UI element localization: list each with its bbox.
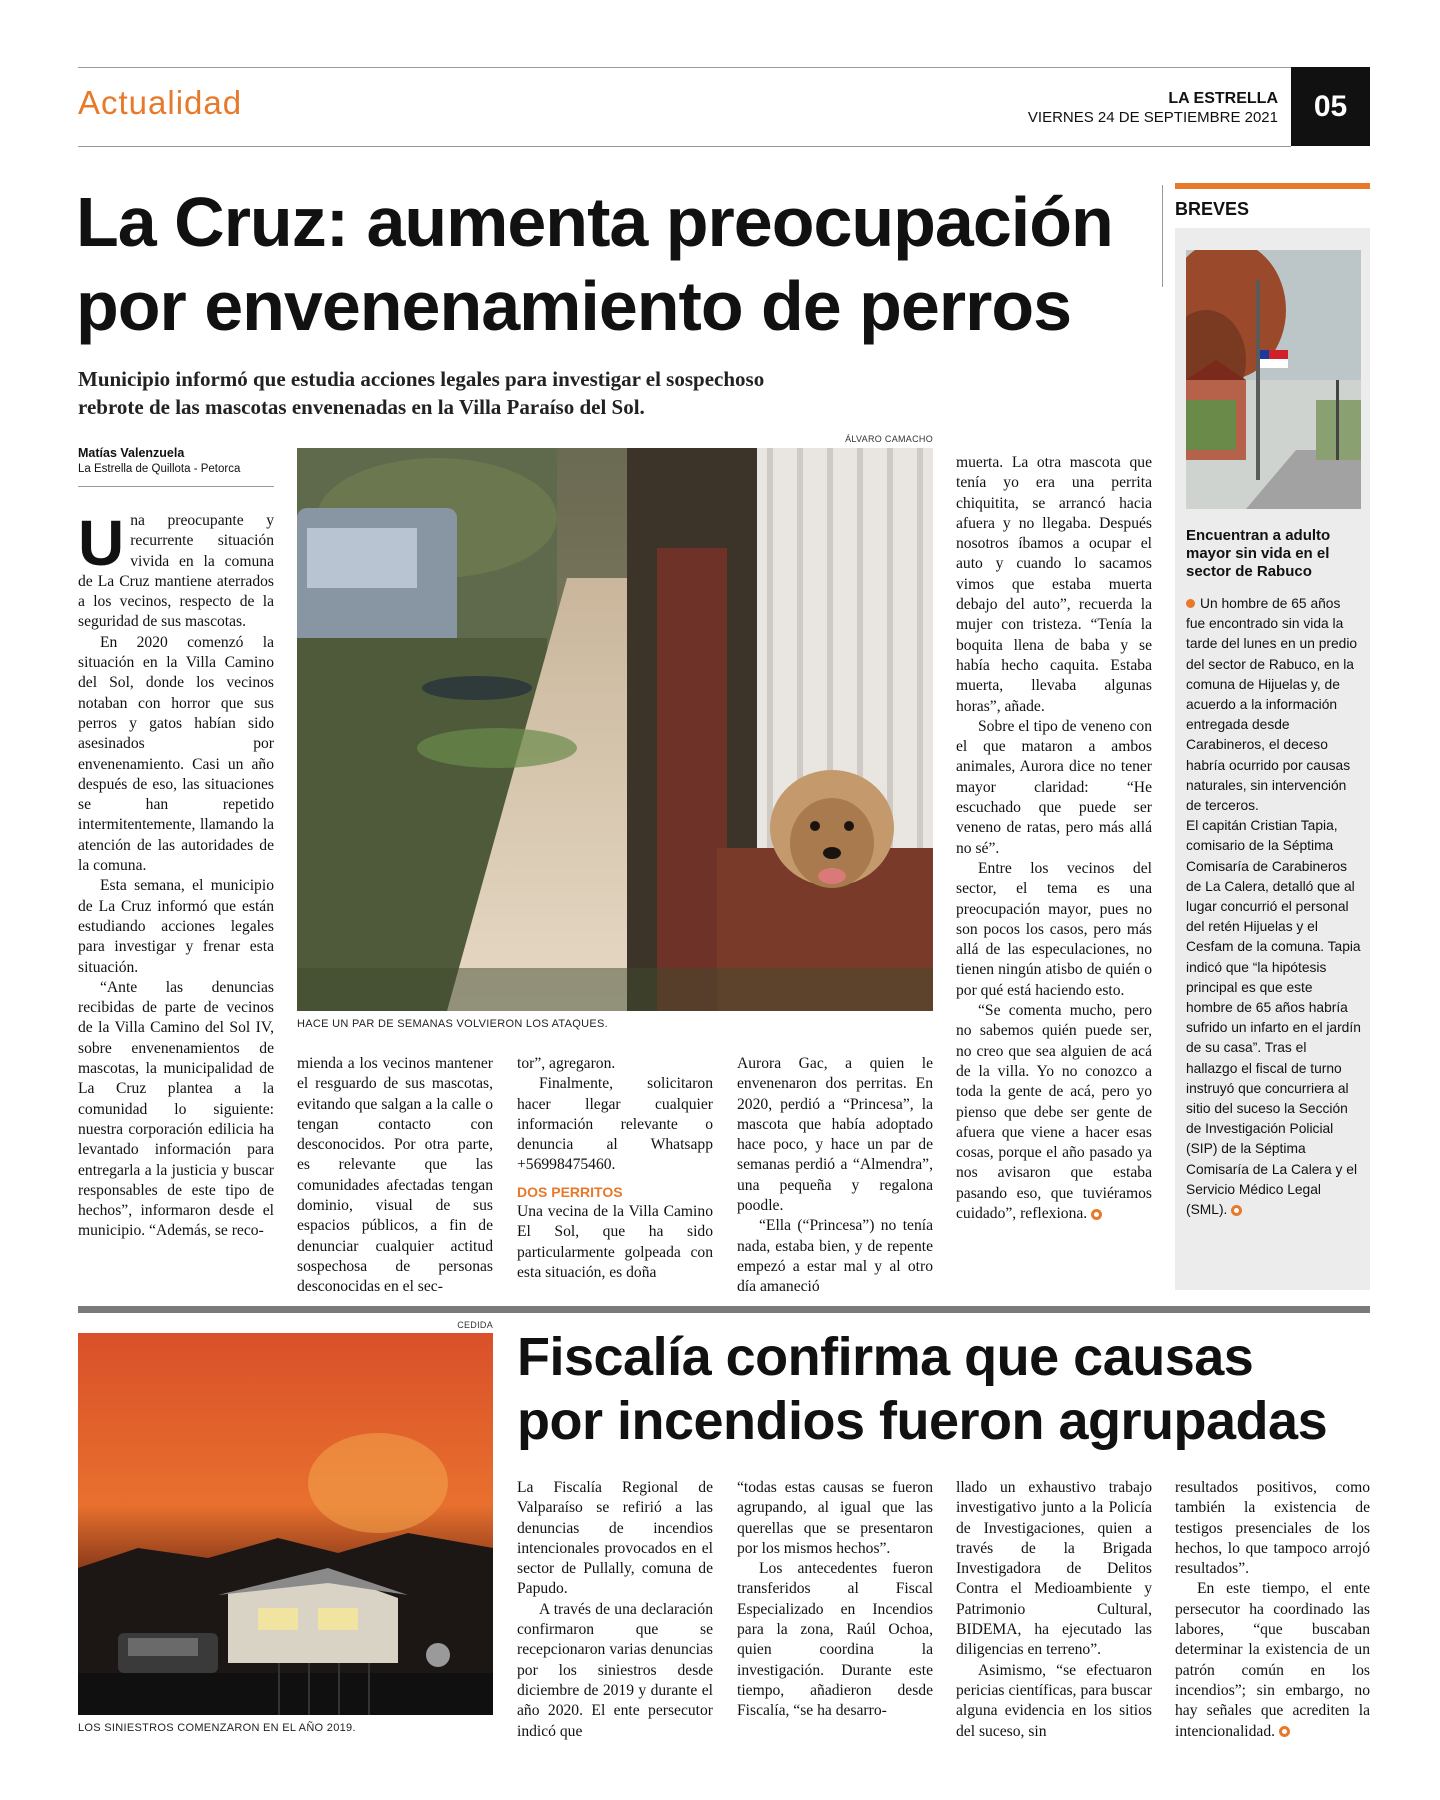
paragraph: llado un exhaustivo trabajo investigativo junto a la Policía de Investigaciones, quien a través de la Brigada Investigadora de Delitos Contra el Medioambiente y Patrimonio Cultural, BIDEMA, ha ejecutado las diligencias en terreno”. xyxy=(956,1479,1152,1659)
deck-line: rebrote de las mascotas envenenadas en la Villa Paraíso del Sol. xyxy=(78,395,645,419)
byline-rule xyxy=(78,486,274,487)
breves-headline: Encuentran a adulto mayor sin vida en el sector de Rabuco xyxy=(1186,527,1331,580)
paragraph-text: “Se comenta mucho, pero no sabemos quién puede ser, no creo que sea alguien de acá de la villa. Yo no conozco a toda la gente de acá, pero yo pienso que debe ser gente de afuera que viene a hacer esas cosas, porque el año pasado ya nos avisaron que estaba pasando eso, que tuviéramos cuidado”, reflexiona. xyxy=(956,1002,1152,1222)
paragraph: resultados positivos, como también la existencia de testigos presenciales de los hechos, lo que tampoco arrojó resultados”. xyxy=(1175,1479,1370,1578)
photo-caption: LOS SINIESTROS COMENZARON EN EL AÑO 2019. xyxy=(78,1722,356,1734)
page-number-box xyxy=(1291,67,1370,146)
deck-line: Municipio informó que estudia acciones legales para investigar el sospechoso xyxy=(78,367,765,391)
breves-paragraph-text: Un hombre de 65 años fue encontrado sin vida la tarde del lunes en un predio del sector de Rabuco, en la comuna de Hijuelas y, de acuerdo a la información entregada desde Carabineros, el deceso habría ocurrido por causas naturales, sin intervención de terceros. xyxy=(1186,596,1358,814)
photo-credit: CEDIDA xyxy=(457,1320,493,1330)
article1-headline xyxy=(76,180,1113,348)
breves-body xyxy=(1186,594,1361,1220)
paragraph: A través de una declaración confirmaron que se recepcionaron varias denuncias por los siniestros desde diciembre de 2019 y durante el año 2020. El ente persecutor indicó que xyxy=(517,1600,713,1740)
paragraph: En 2020 comenzó la situación en la Villa Camino del Sol, donde los vecinos notaban con horror que sus perros y gatos habían sido asesinados por envenenamiento. Casi un año después de eso, las situaciones se han repetido intermitentemente, llamando la atención de las autoridades de la comuna. xyxy=(78,633,274,875)
top-rule xyxy=(78,67,1370,68)
paragraph: Aurora Gac, a quien le envenenaron dos perritas. En 2020, perdió a “Princesa”, la mascota que había adoptado hace poco, y hace un par de semanas perdió a “Almendra”, una pequeña y regalona poodle. xyxy=(737,1055,933,1215)
paragraph: “todas estas causas se fueron agrupando, al igual que las querellas que se presentaron por los mismos hechos”. xyxy=(737,1479,933,1557)
article2-headline xyxy=(517,1325,1327,1453)
paragraph: “Ella (“Princesa”) no tenía nada, estaba bien, y de repente empezó a estar mal y al otro día amaneció xyxy=(737,1217,933,1296)
paragraph: La Fiscalía Regional de Valparaíso se refirió a las denuncias de incendios intencionales provocados en el sector de Pullally, comuna de Papudo. xyxy=(517,1479,713,1598)
photo-credit: ÁLVARO CAMACHO xyxy=(845,434,933,444)
article1-deck xyxy=(78,365,764,421)
breves-accent-bar xyxy=(1175,183,1370,189)
breves-photo xyxy=(1186,250,1361,509)
fire-photo-illustration xyxy=(78,1333,493,1715)
header-bottom-rule xyxy=(78,146,1291,147)
paragraph: Entre los vecinos del sector, el tema es una preocupación mayor, pues no son pocos los casos, pero más allá de las especulaciones, no tienen ningún atisbo de quién o por qué está haciendo esto. xyxy=(956,859,1152,999)
end-mark-icon xyxy=(1231,1205,1242,1216)
author-name: Matías Valenzuela xyxy=(78,446,185,460)
paragraph: Esta semana, el municipio de La Cruz informó que están estudiando acciones legales para investigar y frenar esta situación. xyxy=(78,877,274,976)
paragraph: Una vecina de la Villa Camino El Sol, que ha sido particularmente golpeada con esta situación, es doña xyxy=(517,1203,713,1281)
paragraph: Los antecedentes fueron transferidos al Fiscal Especializado en Incendios para la zona, Raúl Ochoa, quien coordina la investigación. Durante este tiempo, añadieron desde Fiscalía, “se ha desarro- xyxy=(737,1560,933,1720)
headline-line: Fiscalía confirma que causas xyxy=(517,1327,1254,1387)
fire-photo xyxy=(78,1333,493,1715)
article1-column-1 xyxy=(78,507,274,1242)
article1-column-2 xyxy=(297,1054,493,1298)
paragraph: “Ante las denuncias recibidas de parte de vecinos de la Villa Camino del Sol IV, sobre envenenamientos de mascotas, la municipalidad de La Cruz plantea a la comunidad lo siguiente: nuestra corporación edilicia ha levantado información para entregarla a la justicia y buscar responsables de este tipo de hechos”, informaron desde el municipio. “Además, se reco- xyxy=(78,978,274,1240)
newspaper-name: LA ESTRELLA xyxy=(1168,90,1278,107)
headline-line: por incendios fueron agrupadas xyxy=(517,1391,1328,1451)
paragraph xyxy=(1175,1579,1370,1741)
article2-column-2 xyxy=(737,1478,933,1722)
dropcap-letter: U xyxy=(78,507,125,579)
article1-column-3 xyxy=(517,1054,713,1283)
paragraph-text: En este tiempo, el ente persecutor ha coordinado las labores, “que buscaban determinar la existencia de un patrón común en los incendios”; sin embargo, no hay señales que acrediten la intencionalidad. xyxy=(1175,1580,1370,1740)
end-mark-icon xyxy=(1091,1209,1102,1220)
subhead: DOS PERRITOS xyxy=(517,1183,623,1200)
article1-column-5 xyxy=(956,453,1152,1224)
dog-photo-illustration xyxy=(297,448,933,1011)
paragraph: Finalmente, solicitaron hacer llegar cualquier información relevante o denuncia al Whatsapp +56998475460. xyxy=(517,1075,713,1174)
paragraph xyxy=(956,1001,1152,1224)
paragraph: muerta. La otra mascota que tenía yo era una perrita chiquitita, se arrancó hacia afuera y no llegaba. Después nosotros íbamos a ocupar el auto y cuando lo sacamos vimos que estaba muerta debajo del auto”, recuerda la mujer con tristeza. “Tenía la boquita llena de baba y se había hecho caquita. Estaba muerta, llevaba algunas horas”, añade. xyxy=(956,454,1152,715)
page-number: 05 xyxy=(1313,89,1348,123)
section-label: Actualidad xyxy=(78,84,243,121)
paragraph: na preocupante y recurrente situación vivida en la comuna de La Cruz mantiene aterrados a los vecinos, respecto de la seguridad de sus mascotas. xyxy=(78,512,274,631)
article2-column-1 xyxy=(517,1478,713,1742)
paragraph: mienda a los vecinos mantener el resguardo de sus mascotas, evitando que salgan a la calle o tengan contacto con desconocidos. Por otra parte, es relevante que las comunidades afectadas tengan dominio, visual de sus espacios públicos, a fin de denunciar cualquier actitud sospechosa de personas desconocidas en el sec- xyxy=(297,1055,493,1296)
headline-line: La Cruz: aumenta preocupación xyxy=(76,183,1113,261)
breves-paragraph xyxy=(1186,594,1361,816)
author-outlet: La Estrella de Quillota - Petorca xyxy=(78,463,241,475)
bullet-dot-icon xyxy=(1186,599,1195,608)
headline-line: por envenenamiento de perros xyxy=(76,267,1072,345)
breves-paragraph xyxy=(1186,816,1361,1220)
paragraph: Sobre el tipo de veneno con el que mataron a ambos animales, Aurora dice no tener mayor claridad: “He escuchado que puede ser veneno de ratas, pero más allá no sé”. xyxy=(956,717,1152,857)
article2-column-4 xyxy=(1175,1478,1370,1742)
article2-column-3 xyxy=(956,1478,1152,1742)
breves-label: BREVES xyxy=(1175,199,1250,219)
street-photo-illustration xyxy=(1186,250,1361,509)
paragraph: Asimismo, “se efectuaron pericias científicas, para buscar alguna evidencia en los sitios del suceso, sin xyxy=(956,1661,1152,1740)
story-divider xyxy=(78,1306,1370,1313)
sidebar-divider xyxy=(1162,185,1163,287)
breves-paragraph-text: El capitán Cristian Tapia, comisario de la Séptima Comisaría de Carabineros de La Calera, detalló que al lugar concurrió el personal del retén Hijuelas y el Cesfam de la comuna. Tapia indicó que “la hipótesis principal es que este hombre de 65 años habría sufrido un infarto en el jardín de su casa”. Tras el hallazgo el fiscal de turno instruyó que concurriera al sitio del suceso la Sección de Investigación Policial (SIP) de la Séptima Comisaría de La Calera y el Servicio Médico Legal (SML). xyxy=(1186,818,1361,1218)
paragraph: tor”, agregaron. xyxy=(517,1055,616,1072)
dog-photo xyxy=(297,448,933,1011)
article1-column-4 xyxy=(737,1054,933,1298)
end-mark-icon xyxy=(1279,1726,1290,1737)
issue-date: VIERNES 24 DE SEPTIEMBRE 2021 xyxy=(1027,109,1278,126)
photo-caption: HACE UN PAR DE SEMANAS VOLVIERON LOS ATAQUES. xyxy=(297,1018,608,1030)
